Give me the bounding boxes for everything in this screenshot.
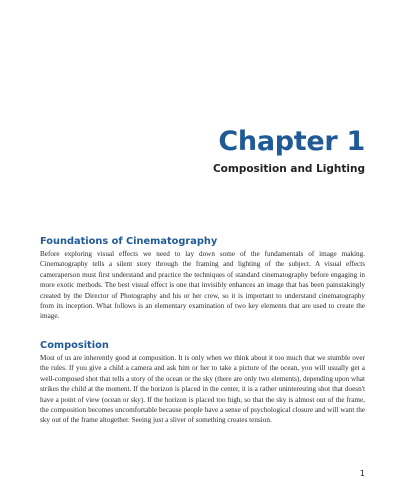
- page-number: 1: [359, 469, 365, 478]
- section-heading: Foundations of Cinematography: [40, 236, 218, 247]
- chapter-subtitle: Composition and Lighting: [212, 163, 365, 175]
- section-body: Most of us are inherently good at composition. It is only when we think about it too much that we stumble over the rules. If you give a child a camera and ask him or her to take a picture of the ocean, you will usually get a well-composed shot that tells a story of the ocean or the sky (there are only two elements), depending upon what strikes the child at the moment. If the horizon is placed in the center, it is a rather uninteresting shot that doesn't have a point of view (ocean or sky). If the horizon is placed too high, so that the sky is almost out of the frame, the composition becomes uncomfortable because people have a sense of psychological closure and will want the sky out of the frame altogether. Seeing just a sliver of something creates tension.: [40, 354, 365, 425]
- section-heading: Composition: [40, 340, 109, 351]
- chapter-title: Chapter 1: [218, 126, 365, 157]
- section-composition: [40, 340, 365, 426]
- section-body: Before exploring visual effects we need to lay down some of the fundamentals of image making. Cinematography tells a silent story through the framing and lighting of the subject. A visual effects cameraperson must first understand and practice the techniques of standard cinematography before engaging in more exotic methods. The best visual effect is one that invisibly enhances an image that has been painstakingly created by the Director of Photography and his or her crew, so it is important to understand cinematography from its inception. What follows is an elementary examination of two key elements that are used to create the image.: [40, 250, 365, 321]
- section-foundations: [40, 236, 365, 322]
